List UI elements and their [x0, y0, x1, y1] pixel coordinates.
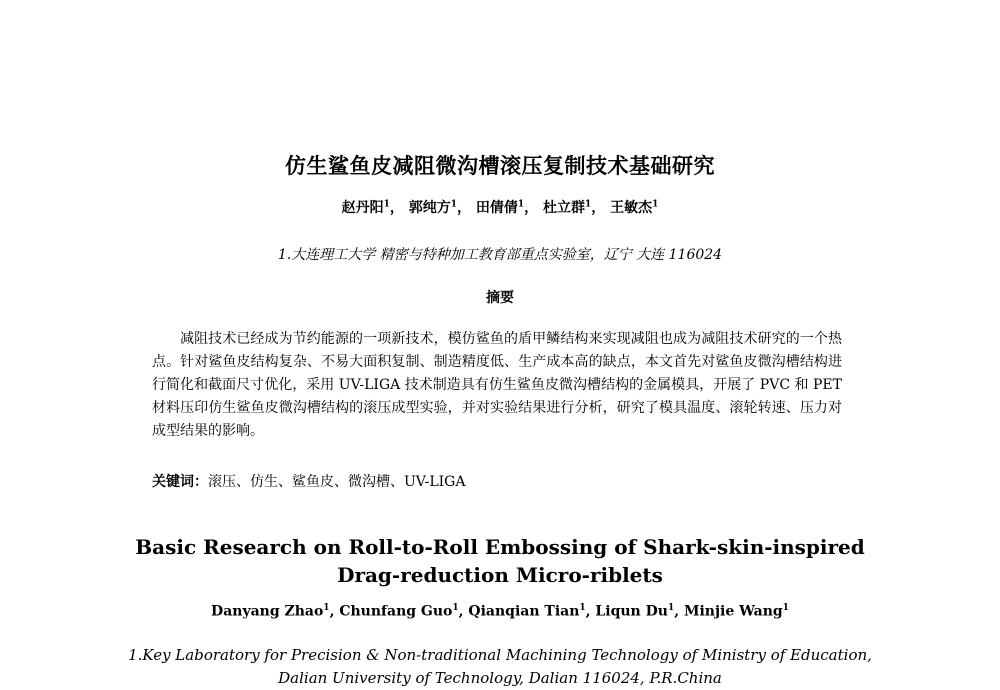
author-name: Minjie Wang	[683, 603, 783, 620]
author-name: 王敏杰	[610, 200, 653, 216]
author-name: 杜立群	[543, 200, 585, 216]
author-name: 田倩倩	[475, 200, 518, 216]
author-affil-mark: 1	[652, 199, 659, 210]
keywords-line	[152, 471, 465, 491]
author-name: Chunfang Guo	[339, 603, 453, 620]
english-title-line-1: Basic Research on Roll-to-Roll Embossing of Shark-skin-inspired	[135, 535, 865, 559]
author-affil-mark: 1	[517, 199, 525, 210]
english-title	[0, 533, 1000, 589]
author-affil-mark: 1	[450, 199, 457, 210]
author-affil-mark: 1	[323, 603, 330, 613]
english-title-line-2: Drag-reduction Micro-riblets	[337, 563, 663, 587]
author-name: 郭纯方	[408, 200, 451, 216]
author-affil-mark: 1	[579, 603, 586, 613]
english-affiliation	[0, 644, 1000, 690]
chinese-author-list: 赵丹阳$^1$， 郭纯方$^1$， 田倩倩$^1$， 杜立群$^1$， 王敏杰$^1$	[341, 199, 659, 216]
author-name: Liqun Du	[595, 603, 668, 620]
keywords-value: 滚压、仿生、鲨鱼皮、微沟槽、UV-LIGA	[208, 474, 466, 490]
english-affiliation-line-2: Dalian University of Technology, Dalian 116024, P.R.China	[278, 669, 722, 687]
english-affiliation-line-1: 1.Key Laboratory for Precision & Non-traditional Machining Technology of Ministry of Education,	[128, 646, 872, 664]
abstract-body	[152, 328, 842, 443]
author-name: 赵丹阳	[341, 200, 384, 216]
keywords-label: 关键词：	[152, 474, 208, 490]
chinese-affiliation: 1.大连理工大学 精密与特种加工教育部重点实验室，辽宁 大连 116024	[277, 247, 723, 263]
author-affil-mark: 1	[585, 199, 592, 210]
abstract-text: 减阻技术已经成为节约能源的一项新技术，模仿鲨鱼的盾甲鳞结构来实现减阻也成为减阻技术研究的一个热点。针对鲨鱼皮结构复杂、不易大面积复制、制造精度低、生产成本高的缺点，本文首先对鲨鱼皮微沟槽结构进行简化和截面尺寸优化，采用 UV-LIGA 技术制造具有仿生鲨鱼皮微沟槽结构的金属模具，开展了 PVC 和 PET 材料压印仿生鲨鱼皮微沟槽结构的滚压成型实验，并对实验结果进行分析，研究了模具温度、滚轮转速、压力对成型结果的影响。	[152, 331, 842, 439]
author-name: Danyang Zhao	[211, 603, 324, 620]
author-affil-mark: 1	[383, 199, 390, 210]
english-author-list: Danyang Zhao$^1$, Chunfang Guo$^1$, Qianqian Tian$^1$, Liqun Du$^1$, Minjie Wang$^1$	[211, 603, 789, 620]
author-affil-mark: 1	[452, 603, 459, 613]
author-affil-mark: 1	[667, 603, 675, 613]
author-affil-mark: 1	[782, 603, 789, 613]
author-name: Qianqian Tian	[468, 603, 580, 620]
chinese-title: 仿生鲨鱼皮减阻微沟槽滚压复制技术基础研究	[285, 153, 715, 178]
abstract-heading: 摘要	[486, 290, 514, 306]
